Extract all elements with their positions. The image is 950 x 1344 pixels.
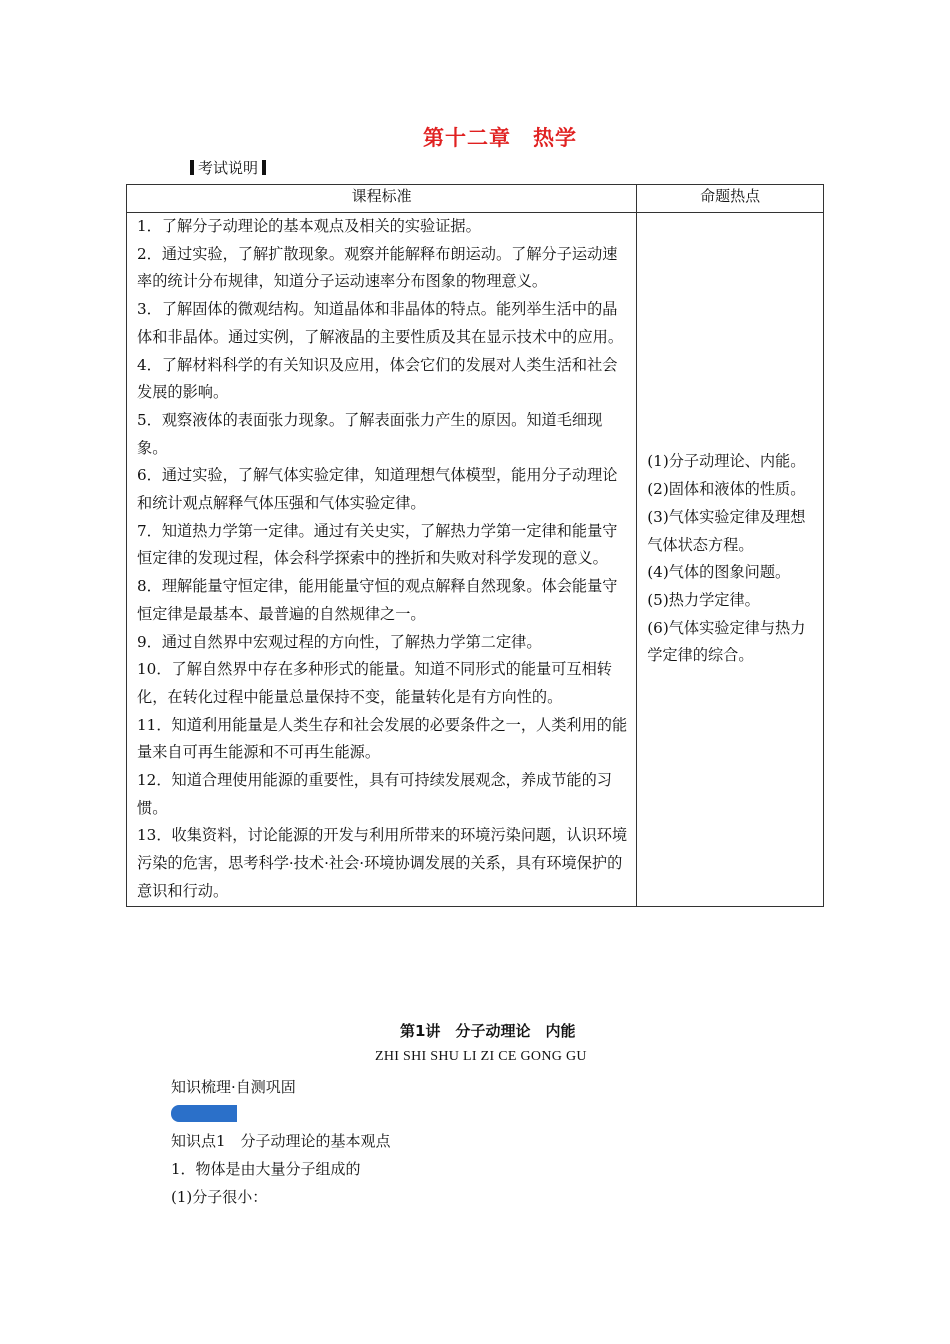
- standard-item: 10．了解自然界中存在多种形式的能量。知道不同形式的能量可互相转化，在转化过程中能量总量保持不变，能量转化是有方向性的。: [137, 660, 612, 706]
- bar-right: [262, 160, 266, 175]
- standards-cell: [127, 213, 637, 907]
- standard-item: 11．知道利用能量是人类生存和社会发展的必要条件之一，人类利用的能量来自可再生能源和不可再生能源。: [137, 715, 628, 762]
- chapter-title: 第十二章 热学: [423, 126, 577, 150]
- standard-item: 3．了解固体的微观结构。知道晶体和非晶体的特点。能列举生活中的晶体和非晶体。通过实例，了解液晶的主要性质及其在显示技术中的应用。: [137, 300, 623, 346]
- standard-item: 4．了解材料科学的有关知识及应用，体会它们的发展对人类生活和社会发展的影响。: [137, 355, 618, 402]
- header-standards: 课程标准: [127, 185, 637, 213]
- standard-item: 12．知道合理使用能源的重要性，具有可持续发展观念，养成节能的习惯。: [137, 771, 612, 817]
- hotspot-item: (1)分子动理论、内能。: [647, 452, 806, 471]
- bar-left: [190, 160, 194, 175]
- hotspot-item: (4)气体的图象问题。: [647, 563, 791, 582]
- standards-table: [126, 184, 824, 907]
- body-line: (1)分子很小：: [171, 1188, 268, 1206]
- section-label: 知识梳理·自测巩固: [171, 1078, 296, 1096]
- hotspot-item: (2)固体和液体的性质。: [647, 480, 806, 499]
- knowledge-point-title: 知识点1 分子动理论的基本观点: [171, 1132, 391, 1150]
- exam-label-text: 考试说明: [198, 159, 259, 177]
- hotspots-cell: [637, 213, 824, 907]
- header-hotspots: 命题热点: [637, 185, 824, 213]
- section-marker: [171, 1105, 237, 1122]
- exam-label: [186, 157, 270, 178]
- standard-item: 6．通过实验，了解气体实验定律，知道理想气体模型，能用分子动理论和统计观点解释气体压强和气体实验定律。: [137, 466, 618, 513]
- lecture-title: 第1讲 分子动理论 内能: [400, 1022, 576, 1040]
- hotspot-item: (6)气体实验定律与热力学定律的综合。: [647, 618, 806, 665]
- pinyin-subtitle: ZHI SHI SHU LI ZI CE GONG GU: [375, 1049, 587, 1064]
- standard-item: 13．收集资料，讨论能源的开发与利用所带来的环境污染问题，认识环境污染的危害，思考科学·技术·社会·环境协调发展的关系，具有环境保护的意识和行动。: [137, 826, 628, 900]
- standard-item: 9．通过自然界中宏观过程的方向性，了解热力学第二定律。: [137, 632, 542, 651]
- standard-item: 2．通过实验，了解扩散现象。观察并能解释布朗运动。了解分子运动速率的统计分布规律，知道分子运动速率分布图象的物理意义。: [137, 244, 618, 291]
- hotspot-item: (5)热力学定律。: [647, 590, 760, 609]
- standard-item: 5．观察液体的表面张力现象。了解表面张力产生的原因。知道毛细现象。: [137, 410, 603, 457]
- standard-item: 8．理解能量守恒定律，能用能量守恒的观点解释自然现象。体会能量守恒定律是最基本、最普遍的自然规律之一。: [137, 577, 618, 623]
- hotspot-item: (3)气体实验定律及理想气体状态方程。: [647, 507, 806, 554]
- standard-item: 7．知道热力学第一定律。通过有关史实，了解热力学第一定律和能量守恒定律的发现过程，体会科学探索中的挫折和失败对科学发现的意义。: [137, 521, 618, 568]
- body-line: 1．物体是由大量分子组成的: [171, 1160, 361, 1178]
- standard-item: 1．了解分子动理论的基本观点及相关的实验证据。: [137, 217, 481, 235]
